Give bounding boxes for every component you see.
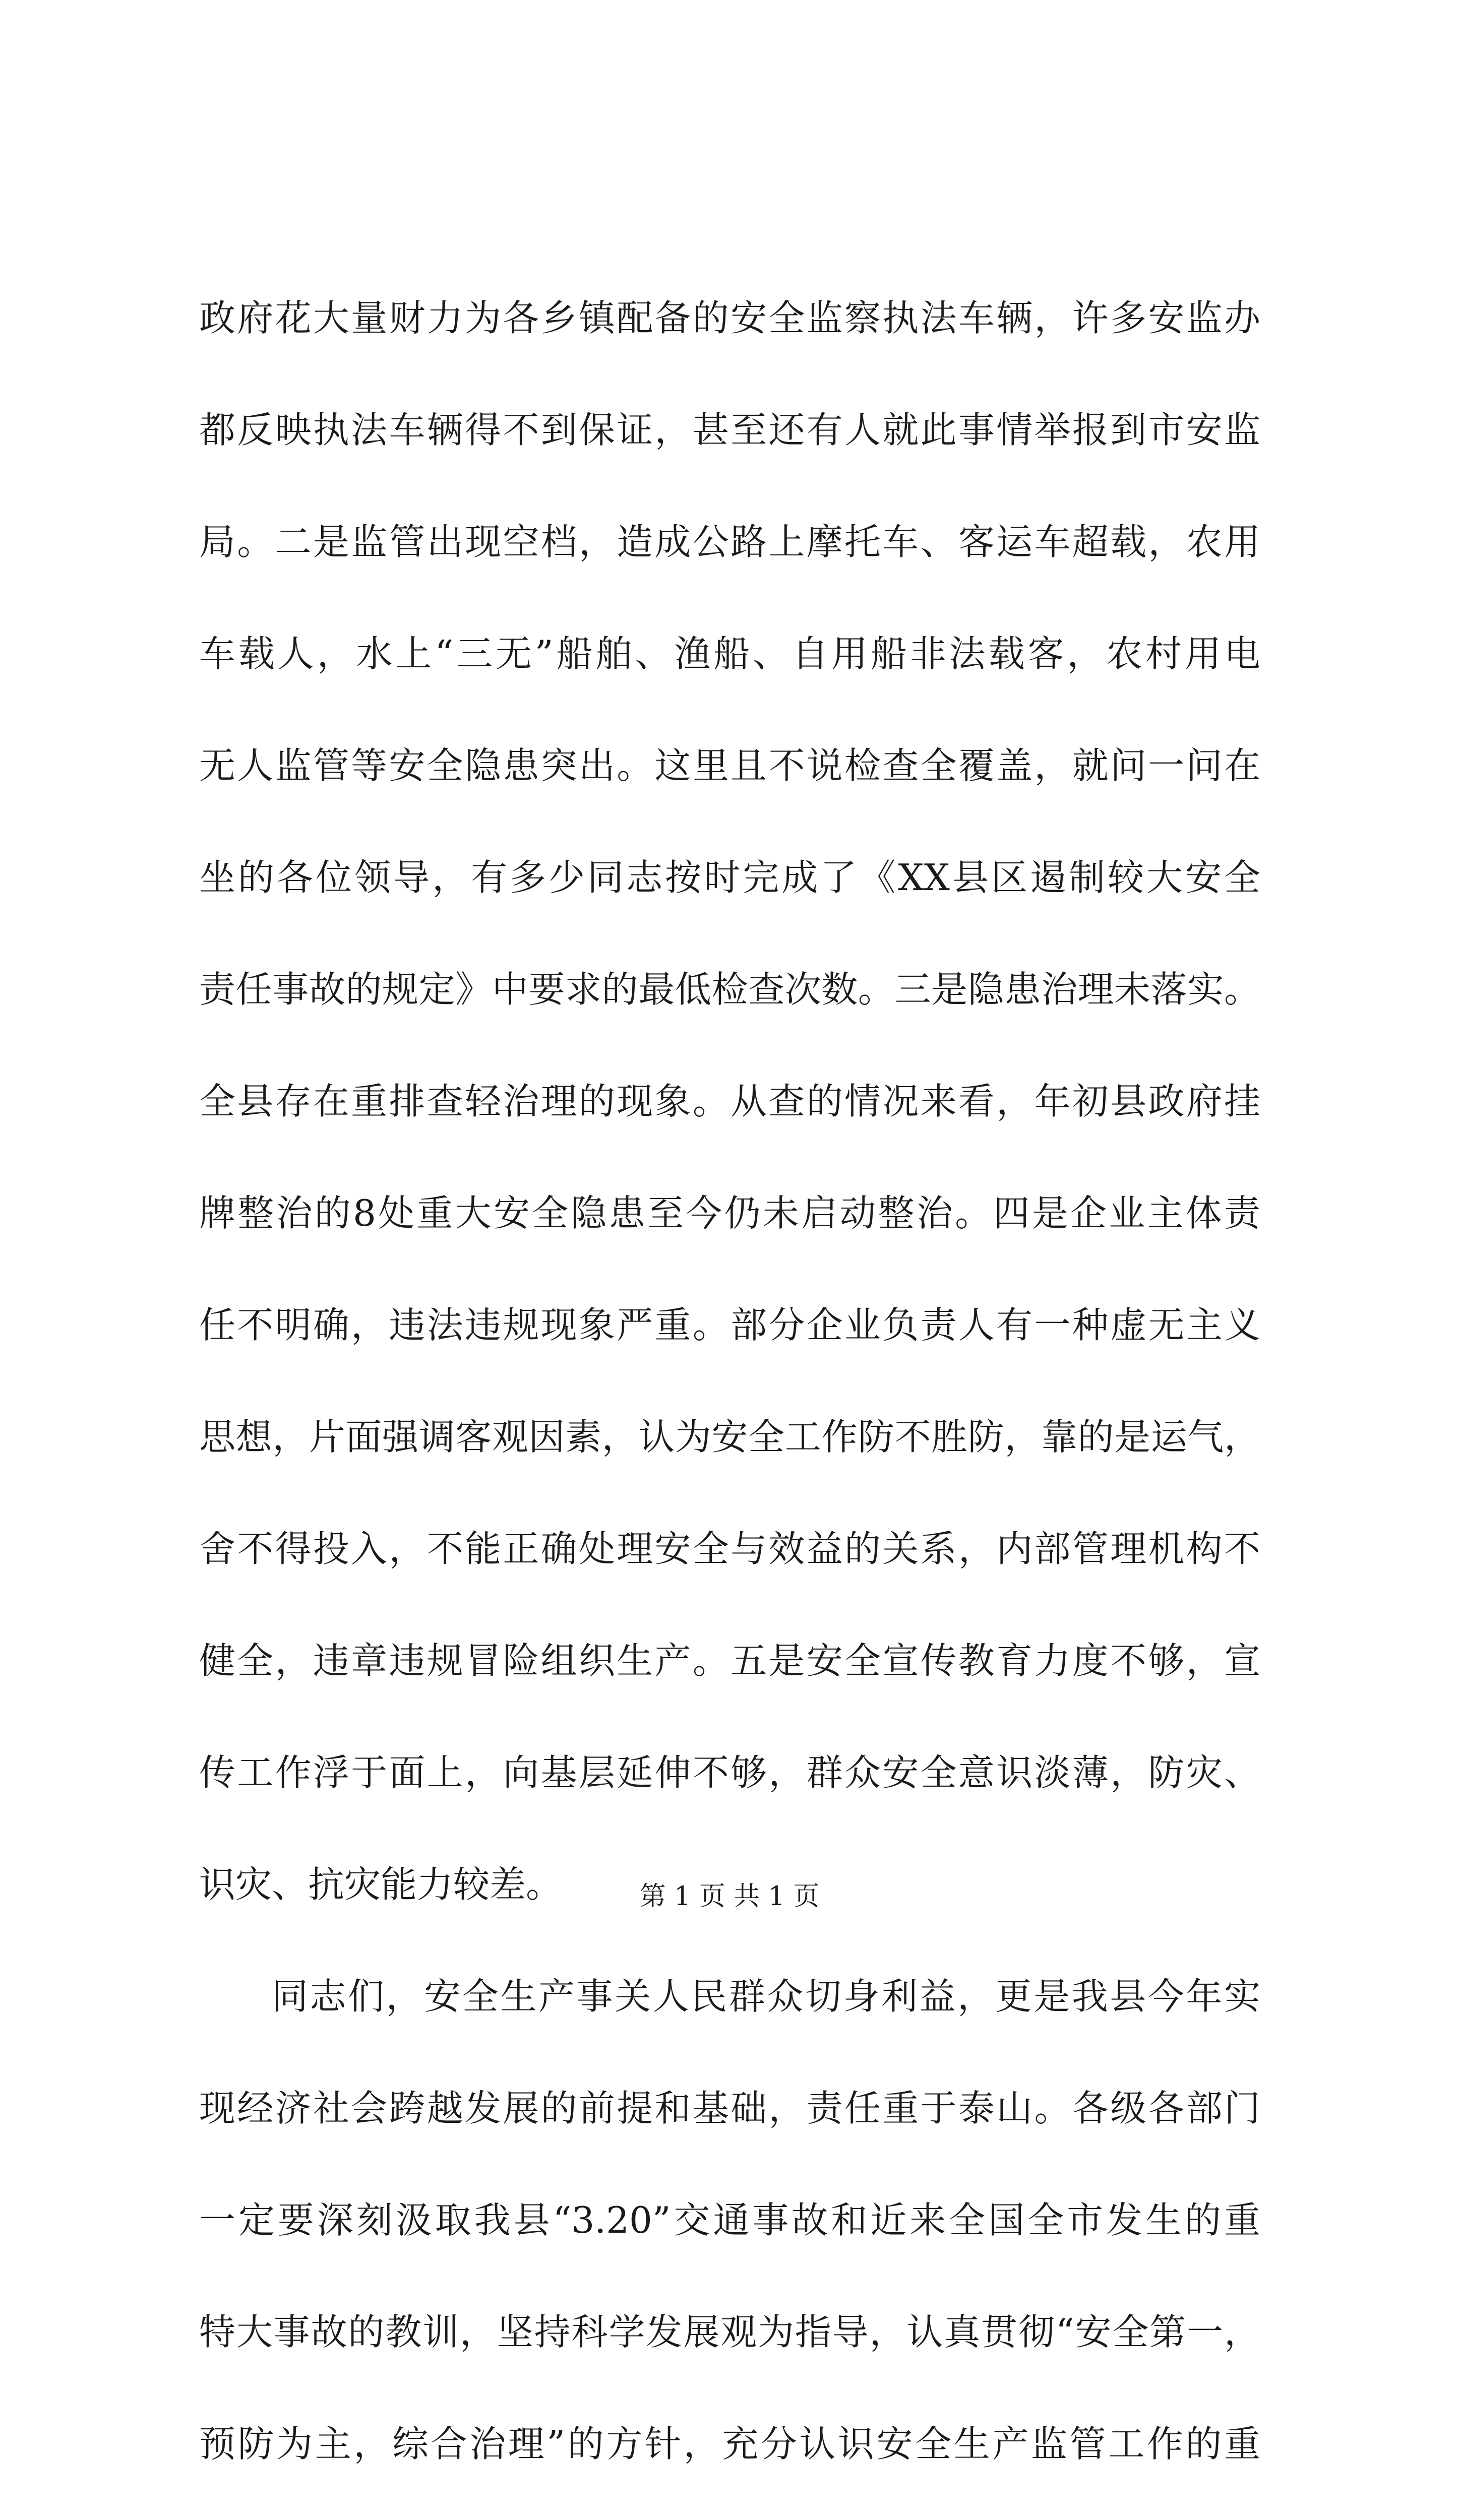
page-footer <box>0 1879 1459 1914</box>
text-line: 健全，违章违规冒险组织生产。五是安全宣传教育力度不够，宣 <box>199 1640 1260 1682</box>
text-line: 思想，片面强调客观因素，认为安全工作防不胜防，靠的是运气， <box>199 1416 1260 1458</box>
text-line: 都反映执法车辆得不到保证，甚至还有人就此事情举报到市安监 <box>199 409 1260 451</box>
text-line: 坐的各位领导，有多少同志按时完成了《XX县区遏制较大安全 <box>199 856 1260 899</box>
text-line: 局。二是监管出现空档，造成公路上摩托车、客运车超载，农用 <box>199 521 1260 563</box>
text-line: 同志们，安全生产事关人民群众切身利益，更是我县今年实 <box>272 1975 1260 2018</box>
text-line <box>199 2500 1260 2520</box>
text-line: 预防为主，综合治理”的方针，充分认识安全生产监管工作的重 <box>199 2423 1260 2465</box>
paragraph-1 <box>199 262 1260 1940</box>
text-line: 全县存在重排查轻治理的现象。从查的情况来看，年初县政府挂 <box>199 1080 1260 1122</box>
text-line: 任不明确，违法违规现象严重。部分企业负责人有一种虚无主义 <box>199 1304 1260 1346</box>
text-line: 责任事故的规定》中要求的最低检查次数。三是隐患治理未落实。 <box>199 968 1260 1011</box>
text-line: 政府花大量财力为各乡镇配备的安全监察执法车辆，许多安监办 <box>199 297 1260 339</box>
text-line: 舍不得投入，不能正确处理安全与效益的关系，内部管理机构不 <box>199 1528 1260 1570</box>
text-line: 牌整治的8处重大安全隐患至今仍未启动整治。四是企业主体责 <box>199 1192 1260 1234</box>
text-line: 传工作浮于面上，向基层延伸不够，群众安全意识淡薄，防灾、 <box>199 1751 1260 1794</box>
page-number: 第 1 页 共 1 页 <box>639 1881 820 1912</box>
text-line: 一定要深刻汲取我县“3.20”交通事故和近来全国全市发生的重 <box>199 2199 1260 2241</box>
text-line: 无人监管等安全隐患突出。这里且不说检查全覆盖，就问一问在 <box>199 744 1260 787</box>
text-line: 识灾、抗灾能力较差。 <box>199 1863 563 1906</box>
text-line: 现经济社会跨越发展的前提和基础，责任重于泰山。各级各部门 <box>199 2087 1260 2129</box>
text-line: 车载人，水上“三无”船舶、渔船、自用船非法载客，农村用电 <box>199 633 1260 675</box>
paragraph-2 <box>199 1940 1260 2520</box>
text-line: 特大事故的教训，坚持科学发展观为指导，认真贯彻“安全第一， <box>199 2311 1260 2353</box>
body-text <box>199 262 1260 2520</box>
